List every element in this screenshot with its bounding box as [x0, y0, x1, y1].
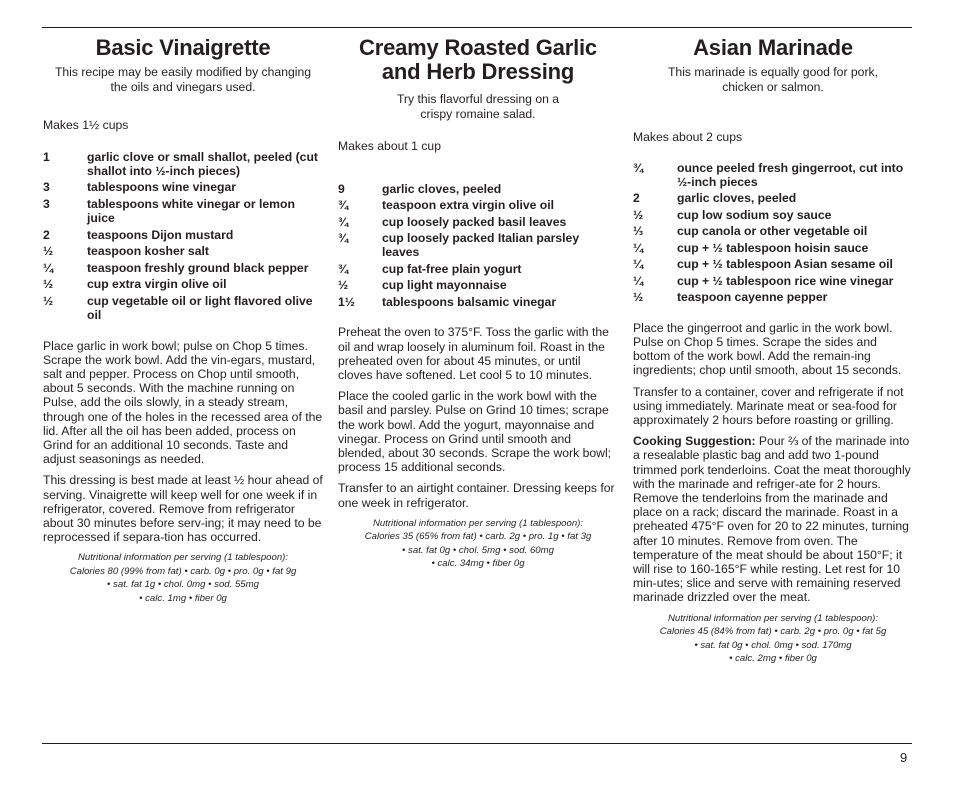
- method-paragraph: Transfer to a container, cover and refrigerate if not using immediately. Marinate meat or sea-food for approximately 2 hours before roasting or grilling.: [633, 384, 904, 428]
- ingredient-item: [338, 295, 618, 309]
- ingredient-amount: 1: [43, 149, 50, 164]
- recipe-yield: Makes about 2 cups: [633, 130, 743, 144]
- recipe-title: [43, 36, 323, 60]
- ingredient-item: [338, 215, 618, 229]
- ingredient-text: garlic cloves, peeled: [677, 191, 797, 206]
- ingredient-amount: ¾: [338, 231, 349, 245]
- nutrition-info: [43, 551, 323, 605]
- ingredient-item: [338, 182, 618, 196]
- recipe-title-line: Creamy Roasted Garlic: [359, 35, 597, 60]
- ingredient-amount: ½: [338, 278, 349, 293]
- cooking-suggestion: [633, 434, 913, 604]
- ingredient-text: cup low sodium soy sauce: [677, 207, 832, 222]
- ingredient-amount: ½: [43, 293, 54, 308]
- recipe-creamy-roasted-garlic-dressing: [338, 36, 618, 571]
- ingredient-item: [338, 262, 618, 276]
- ingredient-text: ounce peeled fresh gingerroot, cut into ½-inch pieces: [677, 160, 904, 189]
- ingredient-amount: ¾: [633, 160, 644, 175]
- ingredient-item: [43, 197, 323, 226]
- ingredient-item: [43, 244, 323, 258]
- ingredient-amount: ¼: [633, 257, 644, 272]
- ingredient-text: cup extra virgin olive oil: [87, 277, 227, 292]
- recipe-intro: [43, 65, 323, 94]
- ingredient-item: [43, 150, 323, 179]
- ingredient-item: [633, 191, 913, 205]
- ingredient-text: tablespoons white vinegar or lemon juice: [87, 196, 295, 226]
- ingredient-item: [633, 208, 913, 222]
- cooking-suggestion-text: Pour ⅔ of the marinade into a resealable plastic bag and add two 1-pound trimmed pork tenderloins. Coat the meat thoroughly with the marinade and refriger-ate for 2 hours. Remove the tenderloins from the marinade and place on a rack; discard the marinade. Roast in a preheated 475°F oven for 20 to 22 minutes, turning after 10 minutes. Remove from oven. The temperature of the meat should be about 150°F; it will rise to 160-165°F while resting. Let rest for 10 min-utes; slice and serve with remaining reserved marinade drizzled over the meat.: [633, 434, 911, 605]
- recipe-intro-line: the oils and vinegars used.: [110, 79, 256, 94]
- ingredient-item: [633, 274, 913, 288]
- nutrition-line: Nutritional information per serving (1 tablespoon):: [77, 552, 289, 564]
- ingredient-text: cup loosely packed basil leaves: [382, 214, 567, 229]
- ingredient-amount: ¾: [338, 214, 349, 229]
- ingredient-amount: ½: [633, 290, 644, 305]
- recipe-intro: [633, 65, 913, 94]
- ingredient-amount: 9: [338, 181, 345, 196]
- ingredient-amount: 1½: [338, 294, 355, 309]
- ingredient-item: [633, 224, 913, 238]
- ingredient-amount: 2: [633, 191, 640, 206]
- ingredient-text: teaspoons Dijon mustard: [87, 227, 234, 242]
- ingredient-item: [633, 241, 913, 255]
- ingredient-item: [338, 278, 618, 292]
- ingredient-item: [633, 257, 913, 271]
- nutrition-line: • sat. fat 1g • chol. 0mg • sod. 55mg: [107, 579, 259, 591]
- ingredient-amount: ⅓: [633, 224, 644, 239]
- nutrition-line: Calories 80 (99% from fat) • carb. 0g • pro. 0g • fat 9g: [69, 565, 297, 577]
- method-paragraph: Preheat the oven to 375°F. Toss the garlic with the oil and wrap loosely in aluminum foil. Roast in the preheated oven for about 45 minutes, or until cloves have softened. Let cool 5 to 10 minutes.: [338, 325, 609, 382]
- ingredient-item: [338, 198, 618, 212]
- ingredient-amount: ½: [43, 277, 54, 292]
- recipe-intro-line: This marinade is equally good for pork,: [667, 65, 878, 79]
- ingredient-amount: 3: [43, 180, 50, 195]
- recipe-yield: Makes 1½ cups: [43, 118, 129, 132]
- ingredient-item: [43, 294, 323, 323]
- recipe-title-line: Asian Marinade: [693, 35, 853, 60]
- recipe-basic-vinaigrette: [43, 36, 323, 605]
- method-paragraph: Place garlic in work bowl; pulse on Chop 5 times. Scrape the work bowl. Add the vin-egars, mustard, salt and pepper. Process on Chop until smooth, about 5 seconds. With the machine running on Pulse, add the oils slowly, in a steady stream, through one of the holes in the recessed area of the lid. After all the oil has been added, process on Grind for an additional 10 seconds. Taste and adjust seasonings as needed.: [43, 338, 323, 467]
- method-paragraph: Place the cooled garlic in the work bowl with the basil and parsley. Pulse on Grind 10 times; scrape the work bowl. Add the yogurt, mayonnaise and vinegar. Process on Grind until smooth and blended, about 30 seconds. Scrape the work bowl; process 15 additional seconds.: [338, 389, 612, 475]
- ingredient-item: [43, 228, 323, 242]
- recipe-intro-line: Try this flavorful dressing on a: [396, 92, 560, 106]
- method-paragraph: Place the gingerroot and garlic in the work bowl. Pulse on Chop 5 times. Scrape the sides and bottom of the work bowl. Add the remain-ing ingredients; chop until smooth, about 15 seconds.: [633, 320, 902, 378]
- ingredient-item: [633, 290, 913, 304]
- ingredient-text: garlic cloves, peeled: [382, 181, 502, 196]
- recipe-title: [633, 36, 913, 60]
- recipe-intro-line: chicken or salmon.: [722, 79, 824, 94]
- ingredient-amount: ¾: [338, 198, 349, 212]
- nutrition-line: Nutritional information per serving (1 tablespoon):: [372, 517, 584, 529]
- ingredient-item: [338, 231, 618, 260]
- ingredient-text: teaspoon freshly ground black pepper: [87, 260, 309, 275]
- ingredient-amount: ½: [633, 207, 644, 222]
- ingredient-amount: 3: [43, 196, 50, 211]
- ingredient-item: [43, 180, 323, 194]
- ingredient-amount: ½: [43, 244, 54, 259]
- nutrition-info: [633, 612, 913, 666]
- ingredient-item: [43, 261, 323, 275]
- nutrition-line: • calc. 1mg • fiber 0g: [139, 592, 227, 604]
- page-number: 9: [900, 750, 908, 765]
- ingredient-text: cup + ½ tablespoon rice wine vinegar: [677, 273, 894, 288]
- nutrition-line: • calc. 2mg • fiber 0g: [729, 653, 817, 665]
- ingredient-text: cup light mayonnaise: [382, 278, 507, 293]
- ingredient-text: garlic clove or small shallot, peeled (cut shallot into ½-inch pieces): [87, 149, 318, 178]
- ingredient-text: tablespoons balsamic vinegar: [382, 294, 557, 309]
- nutrition-line: • sat. fat 0g • chol. 5mg • sod. 60mg: [402, 544, 554, 556]
- method-paragraph: This dressing is best made at least ½ hour ahead of serving. Vinaigrette will keep well for one week if in refrigerator, covered. Remove from refrigerator about 30 minutes before serv-ing; it may need to be reprocessed if separa-tion has occurred.: [43, 473, 323, 545]
- top-rule: [42, 27, 912, 28]
- ingredient-text: tablespoons wine vinegar: [87, 180, 236, 195]
- ingredient-text: cup vegetable oil or light flavored olive oil: [87, 293, 313, 323]
- nutrition-line: Calories 35 (65% from fat) • carb. 2g • pro. 1g • fat 3g: [364, 531, 592, 543]
- nutrition-line: Nutritional information per serving (1 tablespoon):: [667, 612, 879, 624]
- nutrition-line: Calories 45 (84% from fat) • carb. 2g • pro. 0g • fat 5g: [659, 626, 887, 638]
- ingredient-text: cup + ½ tablespoon Asian sesame oil: [677, 257, 893, 272]
- ingredient-item: [633, 161, 913, 190]
- ingredient-amount: ¼: [633, 240, 644, 255]
- recipe-yield: Makes about 1 cup: [338, 139, 441, 153]
- method-paragraph: Transfer to an airtight container. Dressing keeps for one week in refrigerator.: [338, 481, 615, 510]
- recipe-title: [338, 36, 618, 84]
- ingredient-list: [338, 182, 618, 310]
- ingredient-amount: ¼: [633, 273, 644, 288]
- ingredient-item: [43, 277, 323, 291]
- recipe-asian-marinade: [633, 36, 913, 666]
- recipe-intro-line: crispy romaine salad.: [420, 106, 536, 121]
- ingredient-text: cup + ½ tablespoon hoisin sauce: [677, 240, 869, 255]
- recipe-intro-line: This recipe may be easily modified by changing: [54, 65, 312, 79]
- ingredient-list: [633, 161, 913, 305]
- recipe-title-line: and Herb Dressing: [381, 59, 575, 84]
- nutrition-line: • sat. fat 0g • chol. 0mg • sod. 170mg: [694, 639, 852, 651]
- recipe-intro: [338, 92, 618, 121]
- ingredient-amount: ¼: [43, 260, 54, 275]
- ingredient-text: cup canola or other vegetable oil: [677, 224, 868, 239]
- ingredient-text: cup fat-free plain yogurt: [382, 261, 522, 276]
- ingredient-text: teaspoon extra virgin olive oil: [382, 198, 555, 212]
- nutrition-line: • calc. 34mg • fiber 0g: [431, 558, 525, 570]
- ingredient-text: cup loosely packed Italian parsley leaves: [382, 231, 580, 260]
- nutrition-info: [338, 517, 618, 571]
- ingredient-text: teaspoon cayenne pepper: [677, 290, 828, 305]
- recipe-title-line: Basic Vinaigrette: [95, 35, 271, 60]
- ingredient-amount: ¾: [338, 261, 349, 276]
- bottom-rule: [42, 743, 912, 744]
- ingredient-amount: 2: [43, 227, 50, 242]
- ingredient-list: [43, 150, 323, 323]
- ingredient-text: teaspoon kosher salt: [87, 244, 209, 259]
- cooking-suggestion-label: Cooking Suggestion:: [633, 434, 756, 449]
